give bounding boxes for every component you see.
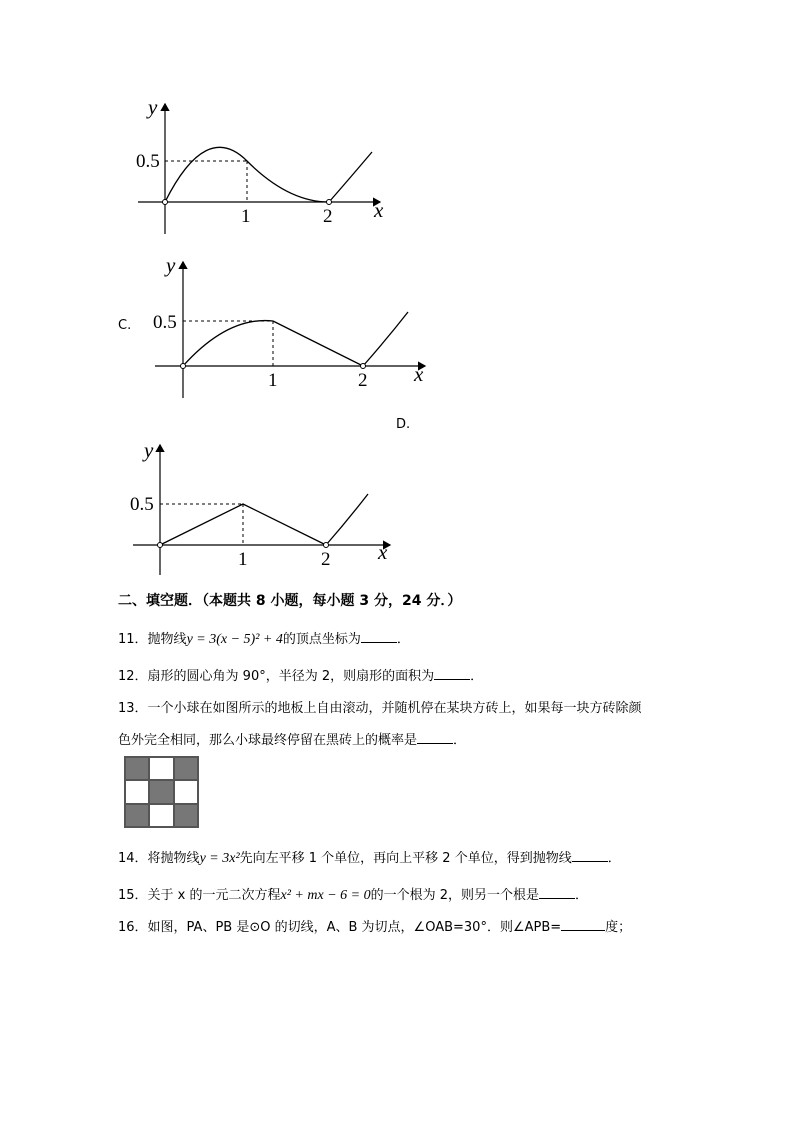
graph-top	[136, 95, 384, 234]
option-d-label: D.	[396, 417, 411, 432]
tile-dark	[174, 804, 198, 827]
graph-bottom	[130, 438, 390, 575]
x-tick-2: 2	[321, 549, 331, 570]
curve-parabola	[363, 312, 408, 366]
x-label: x	[414, 362, 424, 386]
q16-end: 度；	[605, 920, 632, 935]
curve-arc	[183, 321, 273, 366]
q15-post: 的一个根为 2，则另一个根是	[370, 888, 539, 903]
x-tick-1: 1	[268, 370, 278, 391]
answer-blank[interactable]	[361, 630, 397, 643]
q12-end: ．	[470, 669, 484, 684]
answer-blank[interactable]	[434, 667, 470, 680]
question-13-line2	[118, 729, 466, 748]
answer-blank[interactable]	[561, 918, 605, 931]
q15-end: ．	[575, 888, 589, 903]
q15-number: 15．	[118, 888, 148, 903]
curve-parabola	[329, 152, 372, 202]
q14-end: ．	[607, 851, 621, 866]
q14-pre: 将抛物线	[147, 851, 200, 866]
q13-line2-text: 色外完全相同，那么小球最终停留在黑砖上的概率是	[118, 733, 418, 748]
x-tick-1: 1	[241, 206, 251, 227]
y-tick-label: 0.5	[153, 312, 177, 333]
point-2	[361, 364, 366, 369]
q11-formula: y = 3(x − 5)² + 4	[186, 632, 283, 647]
q11-pre: 抛物线	[147, 632, 187, 647]
tile-light	[149, 804, 173, 827]
q11-number: 11．	[118, 632, 148, 647]
y-label: y	[144, 438, 154, 462]
curve-parabola	[326, 494, 368, 545]
answer-blank[interactable]	[417, 731, 453, 744]
y-tick-label: 0.5	[136, 151, 160, 172]
tile-dark	[125, 757, 149, 780]
x-label: x	[374, 198, 384, 222]
q15-pre: 关于 x 的一元二次方程	[147, 888, 281, 903]
option-c-label: C.	[118, 318, 132, 333]
q11-post: 的顶点坐标为	[282, 632, 361, 647]
tile-dark	[149, 780, 173, 803]
q14-formula: y = 3x²	[199, 851, 240, 866]
section-title: 二、填空题．（本题共 8 小题，每小题 3 分，24 分．）	[118, 593, 462, 609]
question-14	[118, 847, 621, 867]
q15-formula: x² + mx − 6 = 0	[280, 888, 371, 903]
y-label: y	[166, 253, 176, 277]
question-16	[118, 916, 631, 935]
tile-light	[174, 780, 198, 803]
x-tick-1: 1	[238, 549, 248, 570]
q14-post: 先向左平移 1 个单位，再向上平移 2 个单位，得到抛物线	[239, 851, 572, 866]
curve-line	[273, 321, 363, 366]
graph-c	[153, 253, 425, 398]
q14-number: 14．	[118, 851, 148, 866]
q12-text: 12．扇形的圆心角为 90°，半径为 2，则扇形的面积为	[118, 669, 435, 684]
tile-light	[125, 780, 149, 803]
x-tick-2: 2	[323, 206, 333, 227]
origin-point	[181, 364, 186, 369]
y-label: y	[148, 95, 158, 119]
question-12	[118, 665, 483, 684]
x-label: x	[378, 540, 388, 564]
origin-point	[163, 200, 168, 205]
q13-end: ．	[453, 733, 467, 748]
answer-blank[interactable]	[539, 886, 575, 899]
question-13-line1: 13．一个小球在如图所示的地板上自由滚动，并随机停在某块方砖上，如果每一块方砖除颜	[118, 701, 642, 716]
tile-dark	[125, 804, 149, 827]
x-tick-2: 2	[358, 370, 368, 391]
point-2	[327, 200, 332, 205]
y-tick-label: 0.5	[130, 494, 154, 515]
tile-floor-figure	[124, 756, 199, 828]
tile-dark	[174, 757, 198, 780]
question-15	[118, 884, 588, 904]
question-11	[118, 628, 410, 648]
q16-text: 16．如图，PA、PB 是⊙O 的切线，A、B 为切点，∠OAB=30°．则∠APB=	[118, 920, 562, 935]
answer-blank[interactable]	[572, 849, 608, 862]
origin-point	[158, 543, 163, 548]
tile-light	[149, 757, 173, 780]
q11-end: ．	[396, 632, 410, 647]
point-2	[324, 543, 329, 548]
